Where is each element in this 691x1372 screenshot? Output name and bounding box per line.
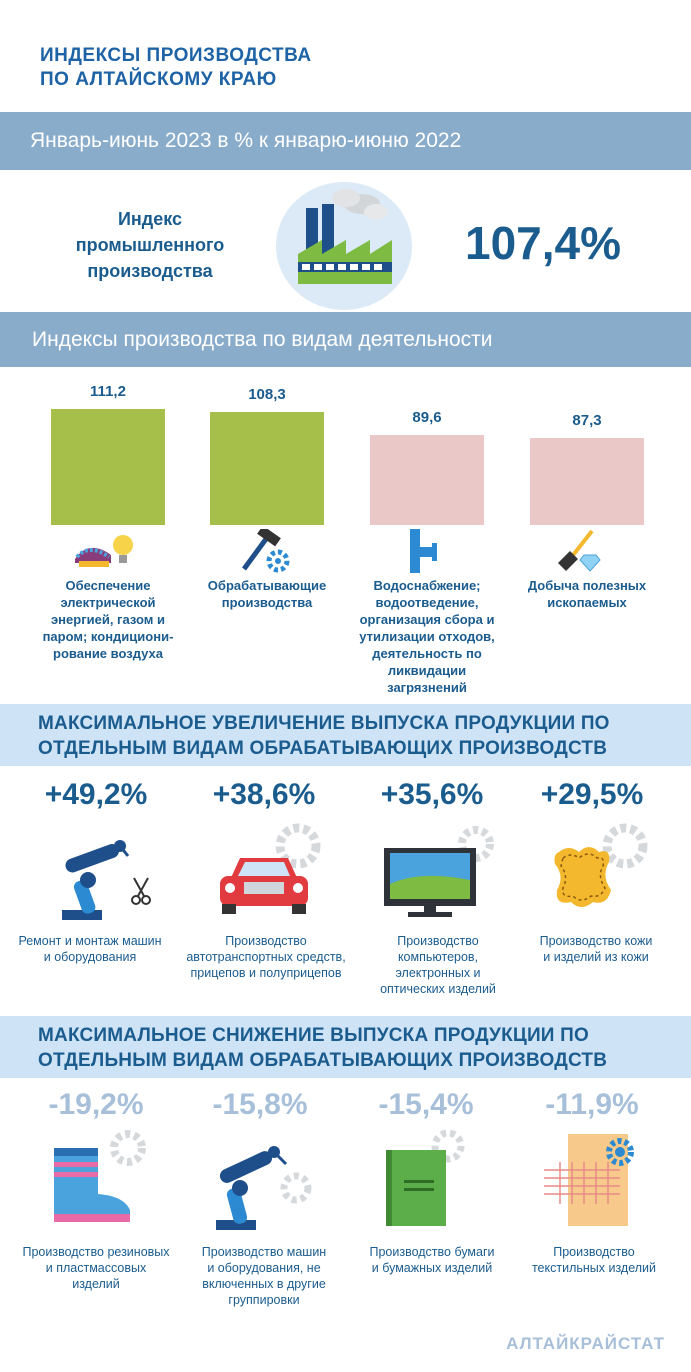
increase-caption-4	[510, 933, 682, 965]
decrease-caption-1	[10, 1244, 182, 1292]
increase-section-title	[0, 704, 691, 766]
bar-category-label-line: Обрабатывающие	[207, 578, 327, 593]
robot-arm-gear-icon	[206, 1140, 326, 1240]
period-band	[0, 112, 691, 170]
activity-band-text: Индексы производства по видам деятельности	[32, 327, 493, 351]
caption-line: Ремонт и монтаж машин	[18, 934, 162, 948]
caption-line: текстильных изделий	[531, 1261, 657, 1275]
bar-category-label-line: ископаемых	[547, 595, 627, 610]
bar-value-label: 87,3	[572, 412, 602, 429]
bar-category-label	[347, 577, 507, 696]
caption-line: Производство	[397, 934, 479, 948]
industrial-index-label	[55, 206, 245, 284]
increase-caption-3	[352, 933, 524, 997]
hammer-gear-icon	[230, 529, 300, 573]
caption-line: оптических изделий	[380, 982, 496, 996]
decrease-section-title	[0, 1016, 691, 1078]
industrial-index-label-line: Индекс	[117, 209, 183, 229]
monitor-gear-icon	[380, 822, 500, 922]
bar	[530, 438, 644, 525]
caption-line: компьютеров,	[397, 950, 479, 964]
increase-value-3: +35,6%	[380, 778, 484, 811]
bar-category-label	[512, 577, 662, 611]
rubber-boot-gear-icon	[40, 1130, 160, 1230]
robot-arm-scissors-icon	[50, 828, 170, 928]
bar-category-label	[192, 577, 342, 611]
caption-line: электронных и	[395, 966, 481, 980]
bar-category-label-line: утилизации отходов,	[359, 629, 495, 644]
bar-category-label-line: загрязнений	[387, 680, 467, 695]
caption-line: и оборудования	[43, 950, 137, 964]
caption-line: Производство бумаги	[369, 1245, 495, 1259]
page-title	[40, 44, 312, 92]
caption-line: Производство	[553, 1245, 635, 1259]
caption-line: изделий	[72, 1277, 120, 1291]
bar-category-label-line: Добыча полезных	[527, 578, 647, 593]
increase-value-4: +29,5%	[540, 778, 644, 811]
bar-category-label-line: производства	[221, 595, 313, 610]
caption-line: и бумажных изделий	[371, 1261, 493, 1275]
bar-category-label-line: Обеспечение	[65, 578, 151, 593]
bar-category-label-line: ликвидации	[387, 663, 467, 678]
bar-category-label	[33, 577, 183, 662]
increase-title-line1: МАКСИМАЛЬНОЕ УВЕЛИЧЕНИЕ ВЫПУСКА ПРОДУКЦИИ ПО	[38, 713, 610, 734]
decrease-caption-4	[508, 1244, 680, 1276]
bar-category-label-line: Водоснабжение;	[373, 578, 481, 593]
page-title-line2: ПО АЛТАЙСКОМУ КРАЮ	[40, 69, 277, 90]
bar-category-label-line: энергией, газом и	[51, 612, 165, 627]
caption-line: Производство	[225, 934, 307, 948]
shovel-diamond-icon	[550, 529, 620, 573]
period-band-text: Январь-июнь 2023 в % к январю-июню 2022	[30, 129, 462, 152]
water-pipe-icon	[390, 529, 460, 573]
decrease-value-2: -15,8%	[212, 1088, 308, 1121]
decrease-value-1: -19,2%	[48, 1088, 144, 1121]
caption-line: Производство машин	[201, 1245, 327, 1259]
decrease-title-line1: МАКСИМАЛЬНОЕ СНИЖЕНИЕ ВЫПУСКА ПРОДУКЦИИ ПО	[38, 1025, 589, 1046]
textile-gear-icon	[540, 1130, 660, 1230]
bar-value-label: 89,6	[412, 409, 442, 426]
bar	[370, 435, 484, 525]
industrial-index-label-line: производства	[87, 261, 213, 281]
increase-value-2: +38,6%	[212, 778, 316, 811]
caption-line: группировки	[228, 1293, 300, 1307]
decrease-value-3: -15,4%	[378, 1088, 474, 1121]
caption-line: автотранспортных средств,	[186, 950, 346, 964]
industrial-index-value: 107,4%	[465, 217, 622, 269]
paper-book-gear-icon	[378, 1130, 498, 1230]
caption-line: и изделий из кожи	[543, 950, 649, 964]
bar-category-label-line: паром; кондициони-	[42, 629, 174, 644]
caption-line: и пластмассовых	[45, 1261, 147, 1275]
bar-value-label: 111,2	[90, 383, 126, 400]
activity-index-chart	[0, 367, 691, 700]
bar-category-label-line: электрической	[60, 595, 156, 610]
factory-icon	[276, 182, 412, 310]
power-plant-bulb-icon	[71, 529, 141, 573]
bar-value-label: 108,3	[248, 386, 286, 403]
caption-line: и оборудования, не	[207, 1261, 321, 1275]
bar	[51, 409, 165, 525]
car-gear-icon	[210, 820, 330, 920]
decrease-title-line2: ОТДЕЛЬНЫМ ВИДАМ ОБРАБАТЫВАЮЩИХ ПРОИЗВОДСТВ	[38, 1050, 608, 1071]
bar-category-label-line: организация сбора и	[359, 612, 495, 627]
bar-category-label-line: водоотведение,	[375, 595, 479, 610]
bar-category-label-line: деятельность по	[372, 646, 482, 661]
caption-line: Производство резиновых	[22, 1245, 170, 1259]
caption-line: прицепов и полуприцепов	[190, 966, 342, 980]
decrease-caption-2	[178, 1244, 350, 1308]
caption-line: Производство кожи	[539, 934, 653, 948]
leather-gear-icon	[545, 822, 665, 922]
activity-band	[0, 312, 691, 367]
bar	[210, 412, 324, 525]
footer-brand: АЛТАЙКРАЙСТАТ	[506, 1334, 665, 1353]
increase-caption-2	[180, 933, 352, 981]
increase-title-line2: ОТДЕЛЬНЫМ ВИДАМ ОБРАБАТЫВАЮЩИХ ПРОИЗВОДСТВ	[38, 738, 608, 759]
industrial-index-label-line: промышленного	[75, 235, 225, 255]
bar-category-label-line: рование воздуха	[53, 646, 163, 661]
decrease-caption-3	[346, 1244, 518, 1276]
increase-caption-1	[4, 933, 176, 965]
decrease-value-4: -11,9%	[545, 1088, 639, 1121]
caption-line: включенных в другие	[202, 1277, 326, 1291]
page-title-line1: ИНДЕКСЫ ПРОИЗВОДСТВА	[40, 45, 312, 66]
increase-value-1: +49,2%	[44, 778, 148, 811]
